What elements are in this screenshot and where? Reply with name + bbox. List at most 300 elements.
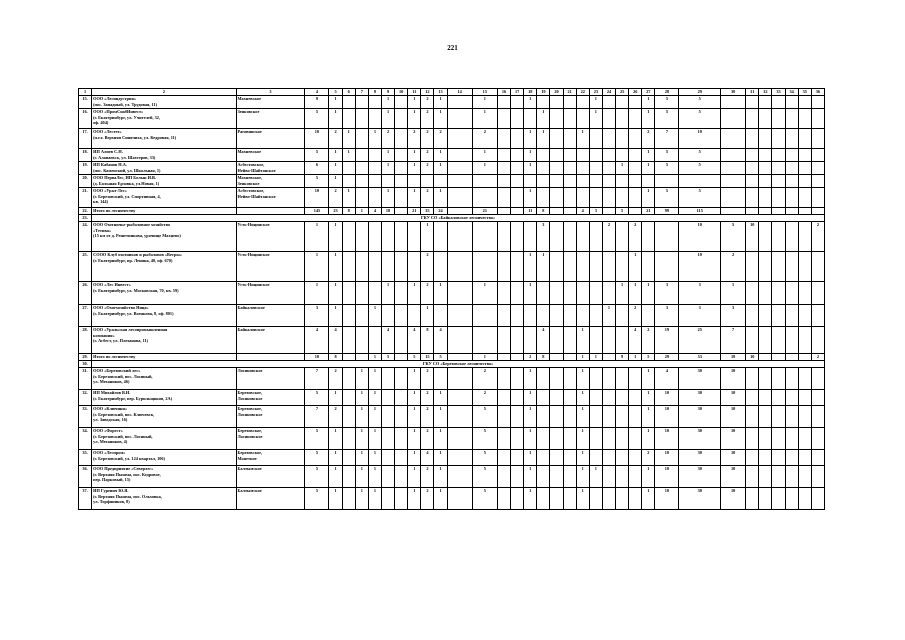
value-cell-col-24: 2	[602, 222, 615, 252]
value-cell-col-29: 30	[679, 368, 721, 390]
value-cell-col-31	[746, 188, 759, 208]
value-cell-col-8	[368, 149, 381, 162]
column-number-15: 15	[472, 89, 497, 96]
hunting-registry-table	[78, 88, 825, 510]
value-cell-col-17	[511, 252, 524, 282]
value-cell-col-30	[721, 162, 746, 175]
column-number-6: 6	[342, 89, 355, 96]
forestry-cell: Березовское, Лосиновское	[236, 428, 305, 450]
value-cell-col-18: 1	[524, 129, 537, 149]
column-number-27: 27	[642, 89, 655, 96]
value-cell-col-22	[576, 188, 589, 208]
value-cell-col-5: 2	[329, 406, 342, 428]
value-cell-col-20	[550, 188, 563, 208]
value-cell-col-30	[721, 149, 746, 162]
value-cell-col-4: 1	[305, 252, 329, 282]
value-cell-col-27: 1	[642, 149, 655, 162]
value-cell-col-24	[602, 162, 615, 175]
value-cell-col-5: 2	[329, 368, 342, 390]
value-cell-col-30: 10	[721, 368, 746, 390]
value-cell-col-33	[772, 129, 785, 149]
value-cell-col-12: 2	[421, 282, 434, 305]
value-cell-col-32	[759, 368, 772, 390]
value-cell-col-23	[589, 222, 602, 252]
row-number: 24.	[79, 222, 92, 252]
row-number: 34.	[79, 428, 92, 450]
value-cell-col-8	[368, 252, 381, 282]
value-cell-col-31	[746, 466, 759, 488]
value-cell-col-6	[342, 327, 355, 354]
row-number: 32.	[79, 390, 92, 406]
forestry-cell: Асбестовское, Нейво-Шайтанское	[236, 188, 305, 208]
row-number: 36.	[79, 466, 92, 488]
value-cell-col-12: 2	[421, 252, 434, 282]
value-cell-col-25	[616, 390, 629, 406]
value-cell-col-17	[511, 450, 524, 466]
value-cell-col-23	[589, 390, 602, 406]
value-cell-col-14	[447, 162, 472, 175]
value-cell-col-34	[785, 222, 798, 252]
forestry-cell: Усть-Ницинское	[236, 282, 305, 305]
value-cell-col-13: 1	[434, 450, 447, 466]
value-cell-col-15: 5	[472, 428, 497, 450]
value-cell-col-6	[342, 488, 355, 510]
value-cell-col-29: 30	[679, 406, 721, 428]
value-cell-col-11: 1	[408, 96, 421, 109]
value-cell-col-16	[497, 368, 510, 390]
value-cell-col-12: 2	[421, 428, 434, 450]
value-cell-col-23	[589, 488, 602, 510]
value-cell-col-23	[589, 282, 602, 305]
value-cell-col-21	[563, 109, 576, 129]
column-number-17: 17	[511, 89, 524, 96]
value-cell-col-30: 2	[721, 252, 746, 282]
value-cell-col-30: 18	[721, 354, 746, 361]
value-cell-col-30: 10	[721, 428, 746, 450]
value-cell-col-36	[811, 390, 824, 406]
value-cell-col-11: 2	[408, 129, 421, 149]
value-cell-col-35	[798, 428, 811, 450]
value-cell-col-14	[447, 305, 472, 327]
value-cell-col-17	[511, 428, 524, 450]
value-cell-col-7	[355, 129, 368, 149]
value-cell-col-25	[616, 368, 629, 390]
value-cell-col-15	[472, 188, 497, 208]
value-cell-col-29: 30	[679, 466, 721, 488]
value-cell-col-18: 1	[524, 96, 537, 109]
value-cell-col-32	[759, 208, 772, 215]
value-cell-col-29: 53	[679, 354, 721, 361]
value-cell-col-17	[511, 129, 524, 149]
value-cell-col-21	[563, 252, 576, 282]
forestry-cell: Асбестовское, Нейво-Шайтанское	[236, 162, 305, 175]
value-cell-col-21	[563, 466, 576, 488]
value-cell-col-8: 1	[368, 428, 381, 450]
value-cell-col-6	[342, 305, 355, 327]
value-cell-col-29: 5	[679, 188, 721, 208]
value-cell-col-24	[602, 129, 615, 149]
value-cell-col-9: 1	[381, 282, 394, 305]
value-cell-col-36	[811, 188, 824, 208]
value-cell-col-6	[342, 428, 355, 450]
value-cell-col-25	[616, 96, 629, 109]
value-cell-col-19	[537, 282, 550, 305]
value-cell-col-28: 99	[655, 208, 679, 215]
value-cell-col-7	[355, 282, 368, 305]
value-cell-col-23	[589, 188, 602, 208]
value-cell-col-31	[746, 488, 759, 510]
value-cell-col-34	[785, 450, 798, 466]
value-cell-col-5: 8	[329, 354, 342, 361]
value-cell-col-32	[759, 450, 772, 466]
column-number-13: 13	[434, 89, 447, 96]
value-cell-col-31	[746, 175, 759, 188]
value-cell-col-15: 1	[472, 109, 497, 129]
value-cell-col-11: 1	[408, 488, 421, 510]
value-cell-col-34	[785, 354, 798, 361]
value-cell-col-36	[811, 305, 824, 327]
value-cell-col-25	[616, 450, 629, 466]
value-cell-col-32	[759, 162, 772, 175]
value-cell-col-7: 1	[355, 488, 368, 510]
value-cell-col-32	[759, 428, 772, 450]
row-number: 18.	[79, 149, 92, 162]
value-cell-col-21	[563, 488, 576, 510]
value-cell-col-34	[785, 162, 798, 175]
value-cell-col-18: 1	[524, 368, 537, 390]
value-cell-col-12: 15	[421, 354, 434, 361]
value-cell-col-34	[785, 149, 798, 162]
value-cell-col-33	[772, 466, 785, 488]
value-cell-col-9: 4	[381, 327, 394, 354]
value-cell-col-18	[524, 175, 537, 188]
value-cell-col-4: 145	[305, 208, 329, 215]
value-cell-col-26	[629, 129, 642, 149]
value-cell-col-30	[721, 96, 746, 109]
value-cell-col-20	[550, 282, 563, 305]
value-cell-col-11: 4	[408, 327, 421, 354]
total-label: Итого по лесничеству	[92, 354, 236, 361]
column-number-16: 16	[497, 89, 510, 96]
value-cell-col-7: 1	[355, 406, 368, 428]
value-cell-col-23	[589, 129, 602, 149]
value-cell-col-25: 5	[616, 208, 629, 215]
value-cell-col-32	[759, 488, 772, 510]
value-cell-col-16	[497, 208, 510, 215]
value-cell-col-11: 1	[408, 149, 421, 162]
table-row	[79, 175, 825, 188]
value-cell-col-17	[511, 282, 524, 305]
value-cell-col-18: 1	[524, 390, 537, 406]
value-cell-col-35	[798, 96, 811, 109]
table-row	[79, 428, 825, 450]
value-cell-col-13: 1	[434, 96, 447, 109]
value-cell-col-35	[798, 466, 811, 488]
column-number-18: 18	[524, 89, 537, 96]
value-cell-col-33	[772, 175, 785, 188]
value-cell-col-23: 1	[589, 109, 602, 129]
value-cell-col-23	[589, 406, 602, 428]
value-cell-col-6: 8	[342, 208, 355, 215]
value-cell-col-30: 10	[721, 450, 746, 466]
value-cell-col-31: 10	[746, 354, 759, 361]
value-cell-col-30: 3	[721, 305, 746, 327]
value-cell-col-25	[616, 252, 629, 282]
row-number: 23.	[79, 215, 92, 222]
value-cell-col-11: 21	[408, 208, 421, 215]
value-cell-col-6	[342, 109, 355, 129]
column-number-4: 4	[305, 89, 329, 96]
value-cell-col-25	[616, 149, 629, 162]
value-cell-col-4: 4	[305, 327, 329, 354]
value-cell-col-6	[342, 222, 355, 252]
value-cell-col-5: 1	[329, 450, 342, 466]
value-cell-col-24	[602, 466, 615, 488]
value-cell-col-9	[381, 252, 394, 282]
value-cell-col-21	[563, 450, 576, 466]
value-cell-col-24	[602, 428, 615, 450]
value-cell-col-10	[395, 282, 408, 305]
value-cell-col-7: 1	[355, 466, 368, 488]
row-number: 21.	[79, 188, 92, 208]
value-cell-col-10	[395, 162, 408, 175]
value-cell-col-4: 5	[305, 149, 329, 162]
value-cell-col-34	[785, 175, 798, 188]
value-cell-col-23: 3	[589, 208, 602, 215]
value-cell-col-18: 1	[524, 149, 537, 162]
value-cell-col-28: 5	[655, 149, 679, 162]
value-cell-col-5: 1	[329, 488, 342, 510]
table-row	[79, 368, 825, 390]
value-cell-col-15: 1	[472, 96, 497, 109]
value-cell-col-31	[746, 109, 759, 129]
value-cell-col-21	[563, 162, 576, 175]
value-cell-col-28: 10	[655, 428, 679, 450]
value-cell-col-21	[563, 305, 576, 327]
forestry-cell: Махневское	[236, 149, 305, 162]
column-number-34: 34	[785, 89, 798, 96]
value-cell-col-22: 4	[576, 208, 589, 215]
value-cell-col-36: 2	[811, 222, 824, 252]
value-cell-col-11: 1	[408, 428, 421, 450]
value-cell-col-22: 1	[576, 327, 589, 354]
column-number-36: 36	[811, 89, 824, 96]
value-cell-col-32	[759, 252, 772, 282]
value-cell-col-14	[447, 282, 472, 305]
value-cell-col-19	[537, 162, 550, 175]
value-cell-col-24	[602, 96, 615, 109]
value-cell-col-21	[563, 129, 576, 149]
value-cell-col-18: 2	[524, 354, 537, 361]
value-cell-col-16	[497, 188, 510, 208]
value-cell-col-14	[447, 466, 472, 488]
value-cell-col-22	[576, 222, 589, 252]
value-cell-col-20	[550, 305, 563, 327]
value-cell-col-30	[721, 188, 746, 208]
value-cell-col-17	[511, 368, 524, 390]
value-cell-col-25	[616, 305, 629, 327]
value-cell-col-25	[616, 109, 629, 129]
value-cell-col-19	[537, 488, 550, 510]
value-cell-col-6: 1	[342, 188, 355, 208]
value-cell-col-34	[785, 406, 798, 428]
value-cell-col-14	[447, 428, 472, 450]
value-cell-col-24	[602, 109, 615, 129]
value-cell-col-18	[524, 305, 537, 327]
value-cell-col-5: 1	[329, 390, 342, 406]
value-cell-col-27: 2	[642, 327, 655, 354]
value-cell-col-12: 2	[421, 162, 434, 175]
value-cell-col-13: 1	[434, 149, 447, 162]
value-cell-col-18: 1	[524, 162, 537, 175]
value-cell-col-33	[772, 390, 785, 406]
value-cell-col-33	[772, 488, 785, 510]
value-cell-col-4: 7	[305, 406, 329, 428]
value-cell-col-25	[616, 466, 629, 488]
value-cell-col-36	[811, 129, 824, 149]
value-cell-col-4: 1	[305, 222, 329, 252]
value-cell-col-19: 1	[537, 109, 550, 129]
value-cell-col-8	[368, 109, 381, 129]
value-cell-col-20	[550, 466, 563, 488]
row-number: 31.	[79, 368, 92, 390]
forestry-cell: Березовское, Монетное	[236, 450, 305, 466]
value-cell-col-19	[537, 175, 550, 188]
value-cell-col-6	[342, 406, 355, 428]
value-cell-col-35	[798, 406, 811, 428]
column-number-20: 20	[550, 89, 563, 96]
value-cell-col-12: 2	[421, 406, 434, 428]
value-cell-col-22	[576, 252, 589, 282]
value-cell-col-20	[550, 109, 563, 129]
value-cell-col-15	[472, 175, 497, 188]
value-cell-col-13	[434, 252, 447, 282]
organization-cell: ООО Охотничье-рыболовное хозяйство «Тетива» (15 км от д. Решетникова, урочище Махнево)	[92, 222, 236, 252]
value-cell-col-17	[511, 109, 524, 129]
value-cell-col-21	[563, 149, 576, 162]
value-cell-col-36	[811, 208, 824, 215]
value-cell-col-9	[381, 390, 394, 406]
value-cell-col-4: 5	[305, 466, 329, 488]
value-cell-col-14	[447, 252, 472, 282]
value-cell-col-8: 1	[368, 488, 381, 510]
value-cell-col-9: 18	[381, 208, 394, 215]
value-cell-col-26	[629, 109, 642, 129]
value-cell-col-7	[355, 222, 368, 252]
value-cell-col-10	[395, 327, 408, 354]
forestry-cell: Балтымское	[236, 466, 305, 488]
value-cell-col-28	[655, 252, 679, 282]
value-cell-col-26	[629, 175, 642, 188]
value-cell-col-29: 5	[679, 109, 721, 129]
value-cell-col-12: 2	[421, 109, 434, 129]
value-cell-col-17	[511, 406, 524, 428]
value-cell-col-9	[381, 175, 394, 188]
value-cell-col-32	[759, 149, 772, 162]
value-cell-col-29: 5	[679, 96, 721, 109]
value-cell-col-10	[395, 305, 408, 327]
value-cell-col-21	[563, 282, 576, 305]
value-cell-col-26: 1	[629, 252, 642, 282]
value-cell-col-14	[447, 368, 472, 390]
value-cell-col-32	[759, 466, 772, 488]
value-cell-col-26	[629, 428, 642, 450]
value-cell-col-31	[746, 368, 759, 390]
value-cell-col-23	[589, 149, 602, 162]
value-cell-col-26	[629, 406, 642, 428]
value-cell-col-18	[524, 109, 537, 129]
value-cell-col-23	[589, 175, 602, 188]
section-title: ГКУ СО «Березовское лесничество»	[92, 361, 825, 368]
forestry-cell: Усть-Ницинское	[236, 252, 305, 282]
organization-cell: ООО «Форест» (г. Березовский, пос. Лосиный, ул. Механиков, 4)	[92, 428, 236, 450]
value-cell-col-8	[368, 162, 381, 175]
value-cell-col-28: 10	[655, 466, 679, 488]
value-cell-col-6	[342, 368, 355, 390]
value-cell-col-19: 8	[537, 354, 550, 361]
column-number-21: 21	[563, 89, 576, 96]
total-row	[79, 208, 825, 215]
value-cell-col-32	[759, 406, 772, 428]
value-cell-col-31	[746, 390, 759, 406]
value-cell-col-18: 1	[524, 428, 537, 450]
value-cell-col-15	[472, 327, 497, 354]
value-cell-col-28: 5	[655, 96, 679, 109]
value-cell-col-11	[408, 175, 421, 188]
value-cell-col-21	[563, 208, 576, 215]
value-cell-col-8: 1	[368, 450, 381, 466]
value-cell-col-24	[602, 406, 615, 428]
value-cell-col-27: 5	[642, 354, 655, 361]
value-cell-col-18: 1	[524, 406, 537, 428]
value-cell-col-15: 1	[472, 162, 497, 175]
value-cell-col-8	[368, 188, 381, 208]
value-cell-col-20	[550, 450, 563, 466]
value-cell-col-20	[550, 368, 563, 390]
value-cell-col-19	[537, 466, 550, 488]
organization-cell: ООО «Ключики» (г. Березовский, пос. Ключевск, ул. Заводская, 16)	[92, 406, 236, 428]
value-cell-col-33	[772, 109, 785, 129]
value-cell-col-10	[395, 96, 408, 109]
value-cell-col-7	[355, 162, 368, 175]
value-cell-col-6	[342, 450, 355, 466]
value-cell-col-7: 1	[355, 390, 368, 406]
value-cell-col-21	[563, 188, 576, 208]
row-number: 28.	[79, 327, 92, 354]
value-cell-col-24	[602, 282, 615, 305]
value-cell-col-4: 10	[305, 188, 329, 208]
table-row	[79, 406, 825, 428]
value-cell-col-34	[785, 466, 798, 488]
value-cell-col-23	[589, 368, 602, 390]
column-number-32: 32	[759, 89, 772, 96]
value-cell-col-24	[602, 354, 615, 361]
value-cell-col-6: 1	[342, 149, 355, 162]
value-cell-col-34	[785, 188, 798, 208]
value-cell-col-17	[511, 466, 524, 488]
value-cell-col-16	[497, 406, 510, 428]
value-cell-col-4: 5	[305, 109, 329, 129]
value-cell-col-25	[616, 175, 629, 188]
value-cell-col-18: 1	[524, 466, 537, 488]
value-cell-col-20	[550, 222, 563, 252]
value-cell-col-13	[434, 222, 447, 252]
value-cell-col-36	[811, 149, 824, 162]
value-cell-col-21	[563, 428, 576, 450]
value-cell-col-36	[811, 96, 824, 109]
value-cell-col-12: 2	[421, 368, 434, 390]
value-cell-col-16	[497, 450, 510, 466]
